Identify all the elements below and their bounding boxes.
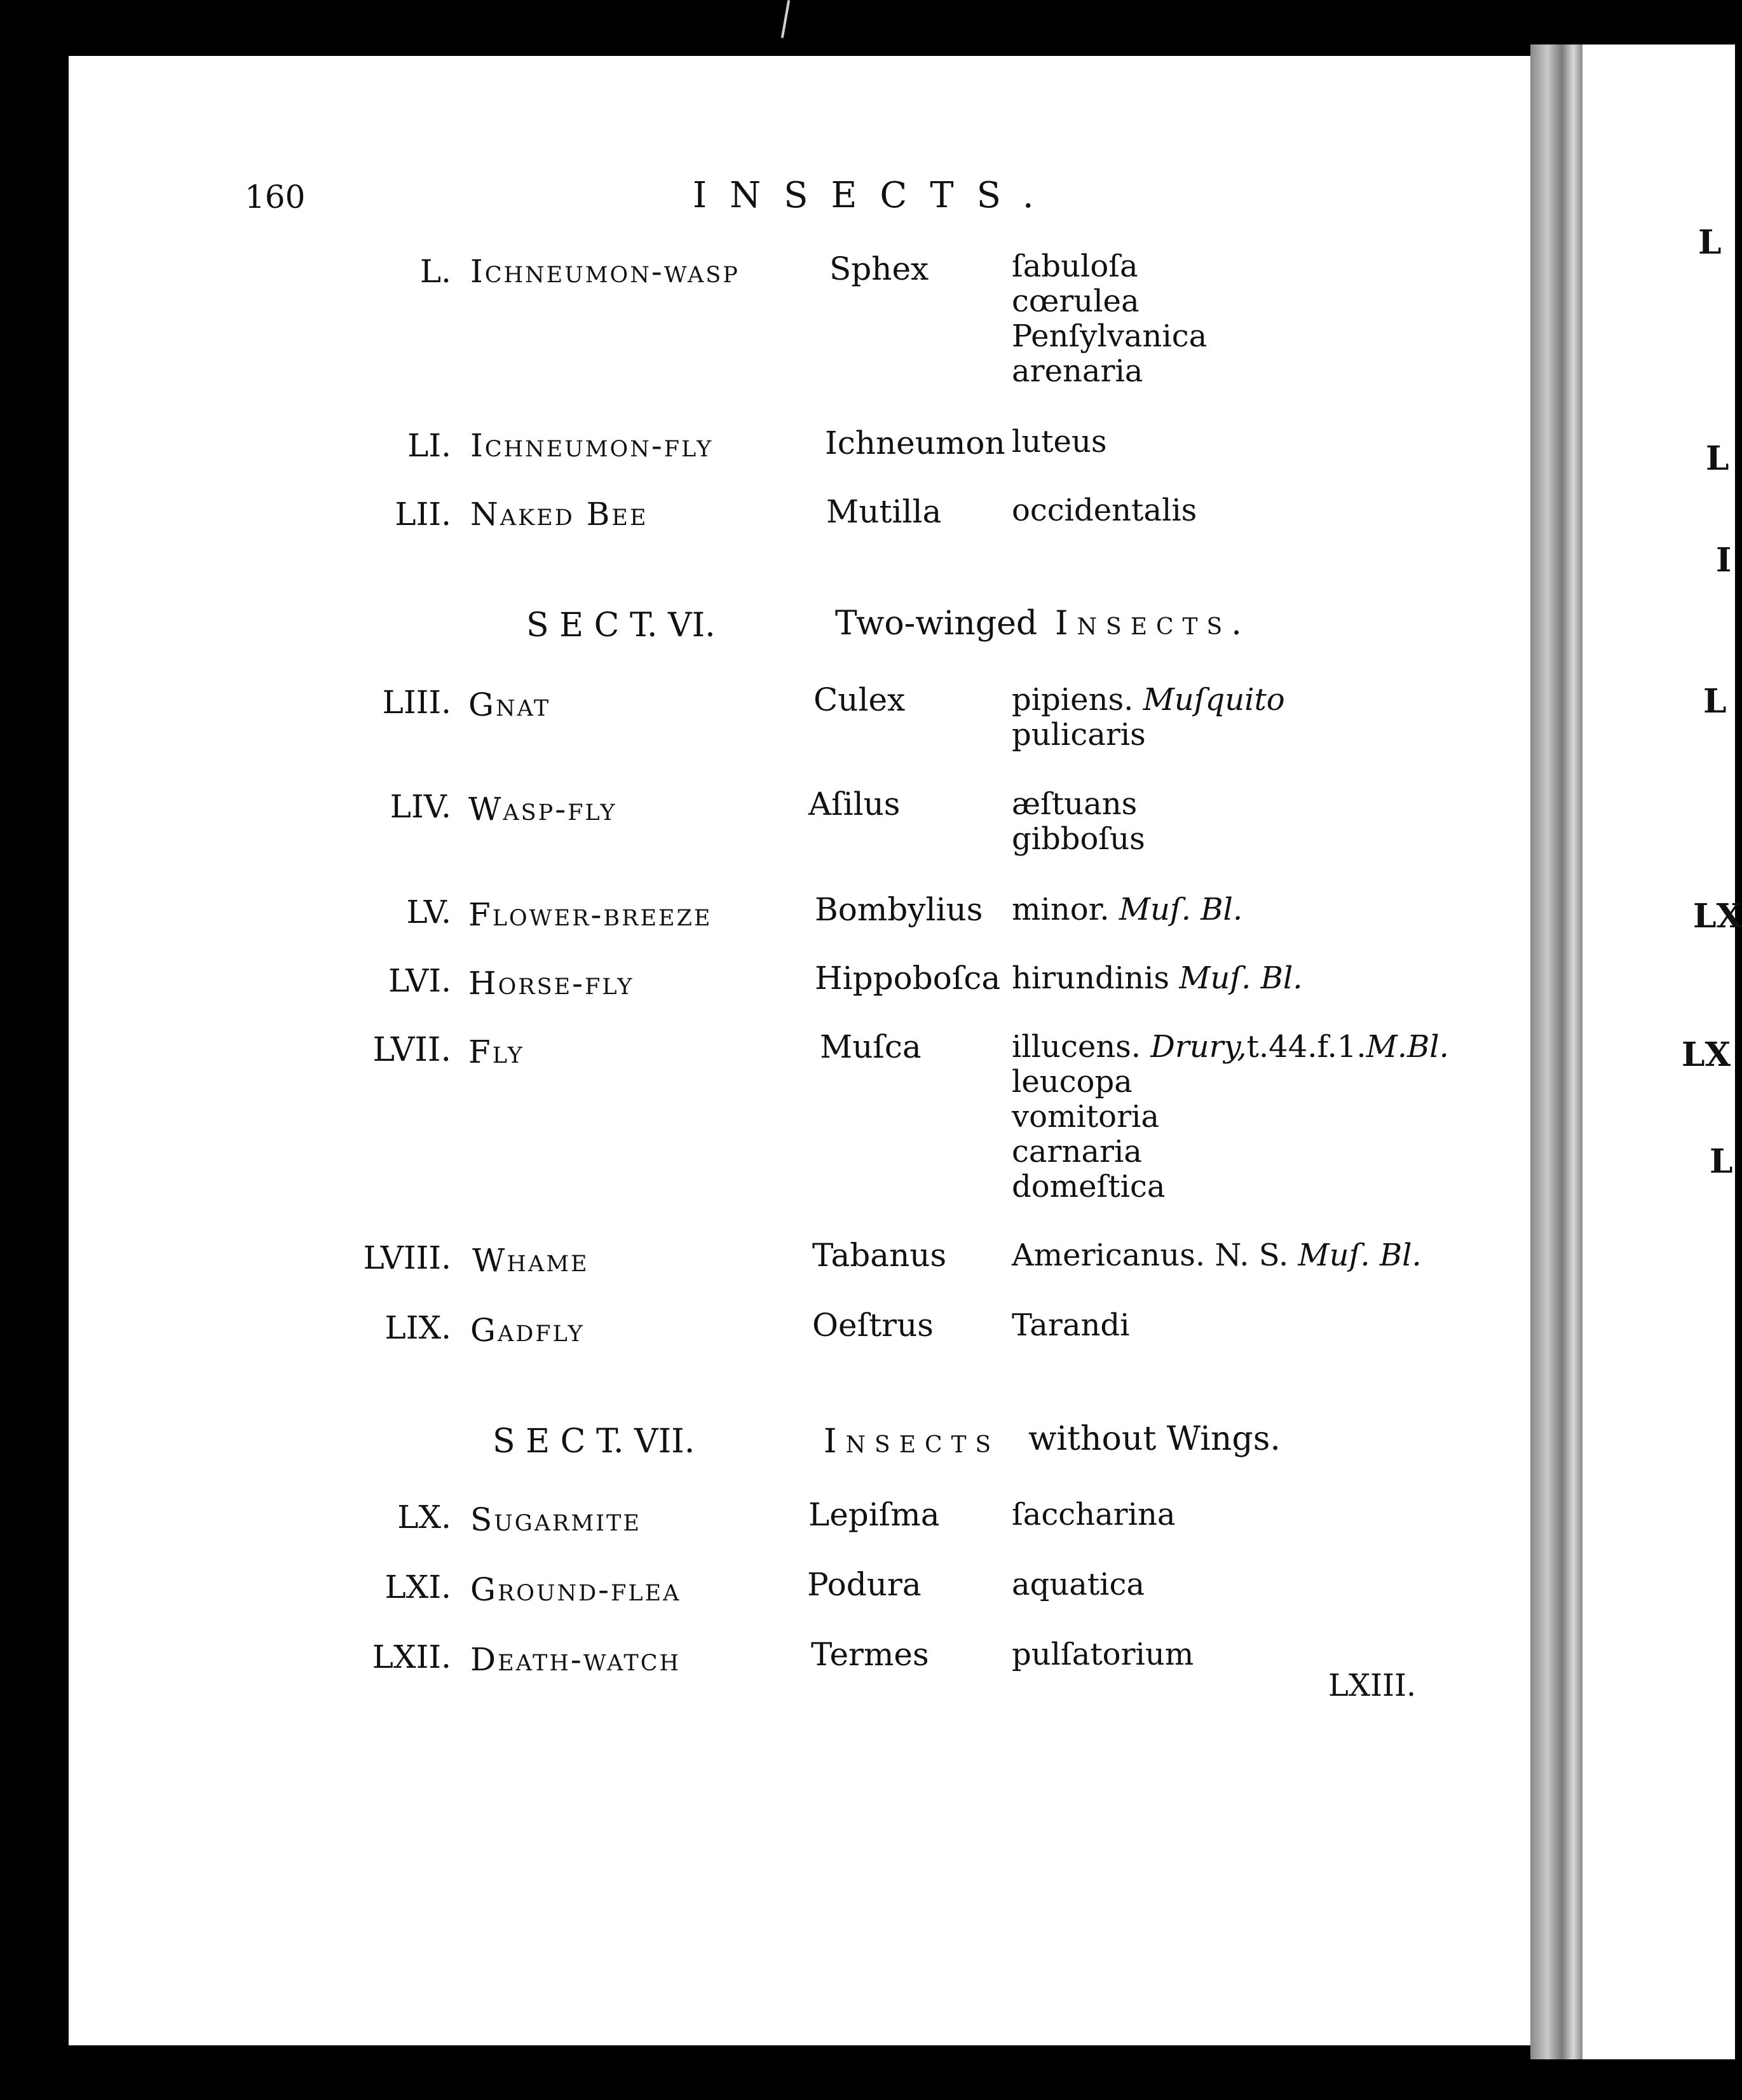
section-label: S E C T. VI. xyxy=(526,606,716,644)
entry-genus: Muſca xyxy=(820,1028,922,1065)
entry-species: æſtuans xyxy=(1012,786,1138,822)
entry-genus: Oeſtrus xyxy=(812,1307,934,1344)
entry-species: Tarandi xyxy=(1012,1307,1130,1343)
facing-page-letter: LX xyxy=(1693,897,1742,936)
entry-species: pulicaris xyxy=(1012,717,1146,753)
margin-mark xyxy=(781,0,790,38)
entry-name: Death-watch xyxy=(470,1641,681,1678)
entry-species: occidentalis xyxy=(1012,493,1197,528)
entry-number: LVI. xyxy=(388,962,451,999)
entry-species: ſabuloſa xyxy=(1012,249,1138,284)
entry-genus: Podura xyxy=(807,1566,922,1603)
entry-name: Gnat xyxy=(468,686,551,723)
entry-genus: Ichneumon xyxy=(825,425,1005,461)
entry-number: LVII. xyxy=(372,1031,451,1069)
entry-number: L. xyxy=(419,253,451,290)
entry-name: Sugarmite xyxy=(470,1501,641,1538)
entry-species: ſaccharina xyxy=(1012,1497,1176,1532)
entry-genus: Mutilla xyxy=(826,493,942,530)
section-title: without Wings. xyxy=(1028,1420,1281,1458)
page-number: 160 xyxy=(245,179,306,215)
entry-name: Fly xyxy=(468,1033,524,1070)
entry-species: gibboſus xyxy=(1012,821,1145,857)
entry-genus: Lepiſma xyxy=(808,1496,940,1533)
entry-name: Naked Bee xyxy=(470,496,648,533)
entry-name: Ichneumon-fly xyxy=(470,427,714,464)
entry-species: carnaria xyxy=(1012,1134,1142,1169)
entry-species: hirundinis Muſ. Bl. xyxy=(1012,960,1303,996)
entry-name: Whame xyxy=(472,1242,589,1279)
entry-name: Flower-breeze xyxy=(468,896,712,933)
entry-name: Wasp-fly xyxy=(468,791,617,828)
entry-species: Americanus. N. S. Muſ. Bl. xyxy=(1012,1238,1422,1273)
entry-number: LIX. xyxy=(384,1309,451,1346)
entry-number: LXII. xyxy=(372,1639,451,1675)
entry-genus: Hippoboſca xyxy=(815,960,1001,997)
entry-number: LIV. xyxy=(390,788,451,825)
entry-number: LX. xyxy=(397,1499,451,1536)
entry-number: LIII. xyxy=(382,684,451,721)
facing-page-letter: I xyxy=(1716,541,1732,580)
entry-species: illucens. Drury,t.44.f.1.M.Bl. xyxy=(1012,1029,1449,1065)
entry-number: LVIII. xyxy=(363,1239,451,1276)
entry-species: domeſtica xyxy=(1012,1169,1166,1204)
entry-species: cœrulea xyxy=(1012,283,1140,319)
book-gutter xyxy=(1530,44,1588,2059)
entry-number: LV. xyxy=(406,894,451,931)
entry-name: Gadfly xyxy=(470,1312,585,1349)
entry-species: vomitoria xyxy=(1012,1099,1159,1135)
entry-genus: Bombylius xyxy=(815,891,983,928)
entry-name: Horse-fly xyxy=(468,965,634,1002)
section-title-caps: Insects xyxy=(824,1422,1000,1461)
entry-genus: Termes xyxy=(811,1636,929,1673)
entry-species: pulſatorium xyxy=(1012,1637,1194,1672)
facing-page-letter: L xyxy=(1698,223,1722,262)
entry-species: leucopa xyxy=(1012,1064,1133,1100)
entry-number: LI. xyxy=(407,427,451,464)
facing-page-letter: LX xyxy=(1682,1035,1731,1074)
running-head: INSECTS. xyxy=(693,175,1057,216)
entry-species: luteus xyxy=(1012,424,1107,460)
entry-species: aquatica xyxy=(1012,1567,1145,1602)
entry-genus: Tabanus xyxy=(812,1237,947,1274)
entry-species: Penſylvanica xyxy=(1012,318,1208,354)
entry-name: Ichneumon-wasp xyxy=(470,253,740,290)
facing-page-letter: L xyxy=(1710,1142,1733,1181)
entry-name: Ground-flea xyxy=(470,1571,681,1608)
entry-number: LII. xyxy=(395,496,451,533)
entry-genus: Culex xyxy=(813,681,906,718)
section-label: S E C T. VII. xyxy=(493,1422,695,1461)
entry-species: pipiens. Muſquito xyxy=(1012,682,1285,718)
entry-species: minor. Muſ. Bl. xyxy=(1012,892,1243,927)
facing-page-letter: L xyxy=(1703,682,1727,721)
section-title: Two-winged xyxy=(835,604,1038,643)
entry-genus: Sphex xyxy=(829,250,929,287)
facing-page-letter: L xyxy=(1706,439,1729,478)
section-title-caps: Insects. xyxy=(1055,604,1251,643)
entry-genus: Aſilus xyxy=(808,786,901,822)
entry-number: LXI. xyxy=(384,1569,451,1606)
catchword: LXIII. xyxy=(1328,1668,1417,1703)
entry-species: arenaria xyxy=(1012,353,1143,389)
